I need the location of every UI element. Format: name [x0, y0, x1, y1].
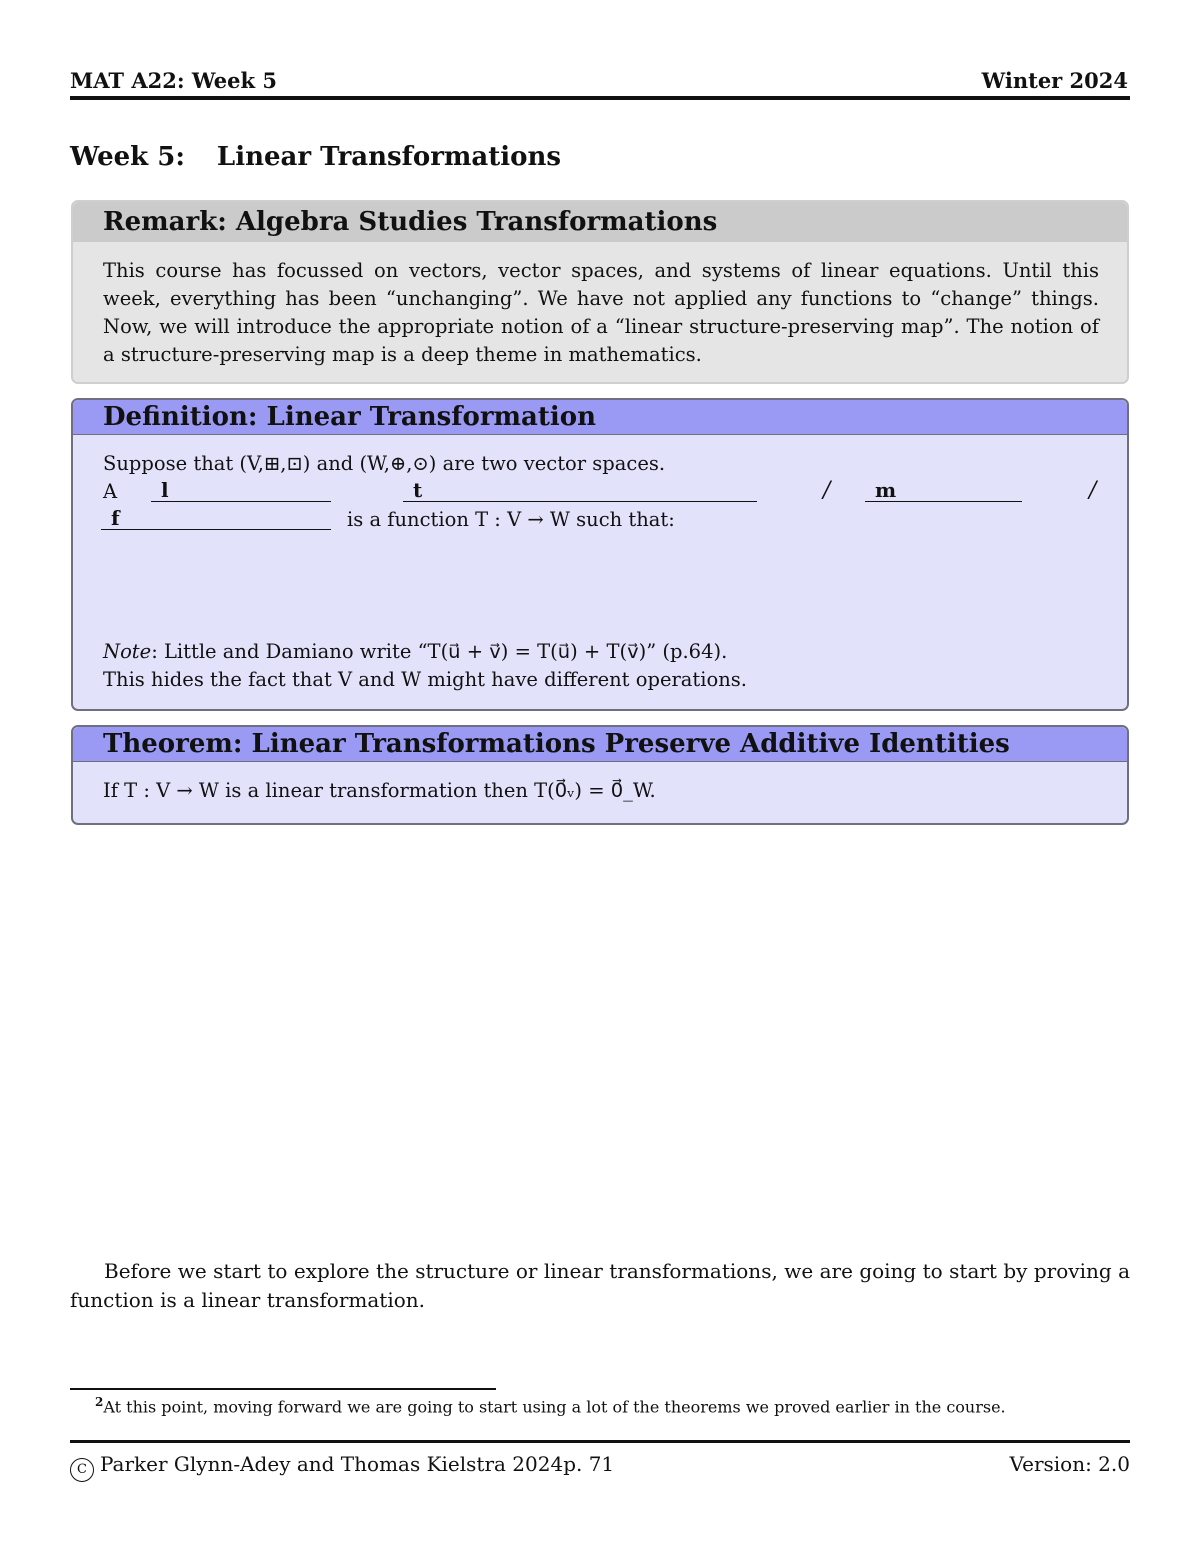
- definition-article: A: [103, 480, 118, 503]
- slash-2: /: [1089, 478, 1097, 503]
- footnote-text: At this point, moving forward we are going to start using a lot of the theorems we proved earlier in the course.: [103, 1397, 1006, 1417]
- section-title-text: Linear Transformations: [216, 142, 562, 172]
- theorem-body: If T : V → W is a linear transformation then T(0⃗ᵥ) = 0⃗_W.: [103, 779, 656, 802]
- footer-left: [70, 1452, 614, 1482]
- footer-rule: [70, 1440, 1130, 1443]
- section-number: Week 5:: [70, 142, 185, 172]
- note-text: : Little and Damiano write “T(u⃗ + v⃗) = T(u⃗) + T(v⃗)” (p.64).: [151, 640, 728, 663]
- definition-line-1: Suppose that (V,⊞,⊡) and (W,⊕,⊙) are two vector spaces.: [103, 452, 666, 475]
- header-rule: [70, 96, 1130, 100]
- footnote-rule: [70, 1388, 496, 1390]
- footer-authors-page: Parker Glynn-Adey and Thomas Kielstra 2024p. 71: [100, 1452, 615, 1476]
- remark-heading: Remark: Algebra Studies Transformations: [73, 202, 1127, 242]
- note-label: Note: [103, 640, 152, 663]
- footnote: [95, 1395, 1006, 1416]
- body-paragraph: Before we start to explore the structure or linear transformations, we are going to start by proving a function is a linear transformation.: [70, 1259, 1130, 1312]
- blank-f[interactable]: f: [101, 507, 331, 530]
- blank-t[interactable]: t: [403, 479, 757, 502]
- blank-m[interactable]: m: [865, 479, 1022, 502]
- copyright-icon: C: [70, 1458, 94, 1482]
- footnote-mark: 2: [95, 1395, 104, 1409]
- remark-body: This course has focussed on vectors, vector spaces, and systems of linear equations. Until this week, everything has been “unchanging”. We have not applied any functions to “change” things. Now, we will introduce the appropriate notion of a “linear structure-preserving map”. The notion of a structure-preserving map is a deep theme in mathematics.: [103, 259, 1099, 366]
- theorem-box: [71, 725, 1129, 825]
- running-header-term: Winter 2024: [981, 68, 1128, 93]
- footer-version: Version: 2.0: [1009, 1452, 1130, 1476]
- definition-heading: Definition: Linear Transformation: [73, 400, 1127, 435]
- theorem-heading: Theorem: Linear Transformations Preserve Additive Identities: [73, 727, 1127, 762]
- slash-1: /: [823, 478, 831, 503]
- definition-note-line-2: This hides the fact that V and W might have different operations.: [103, 668, 748, 691]
- running-header-course: MAT A22: Week 5: [70, 68, 277, 93]
- definition-line-3: is a function T : V → W such that:: [347, 508, 675, 531]
- remark-box: [71, 200, 1129, 384]
- blank-l[interactable]: l: [151, 479, 331, 502]
- section-title: [70, 142, 561, 172]
- definition-note: [103, 638, 727, 666]
- definition-box: [71, 398, 1129, 711]
